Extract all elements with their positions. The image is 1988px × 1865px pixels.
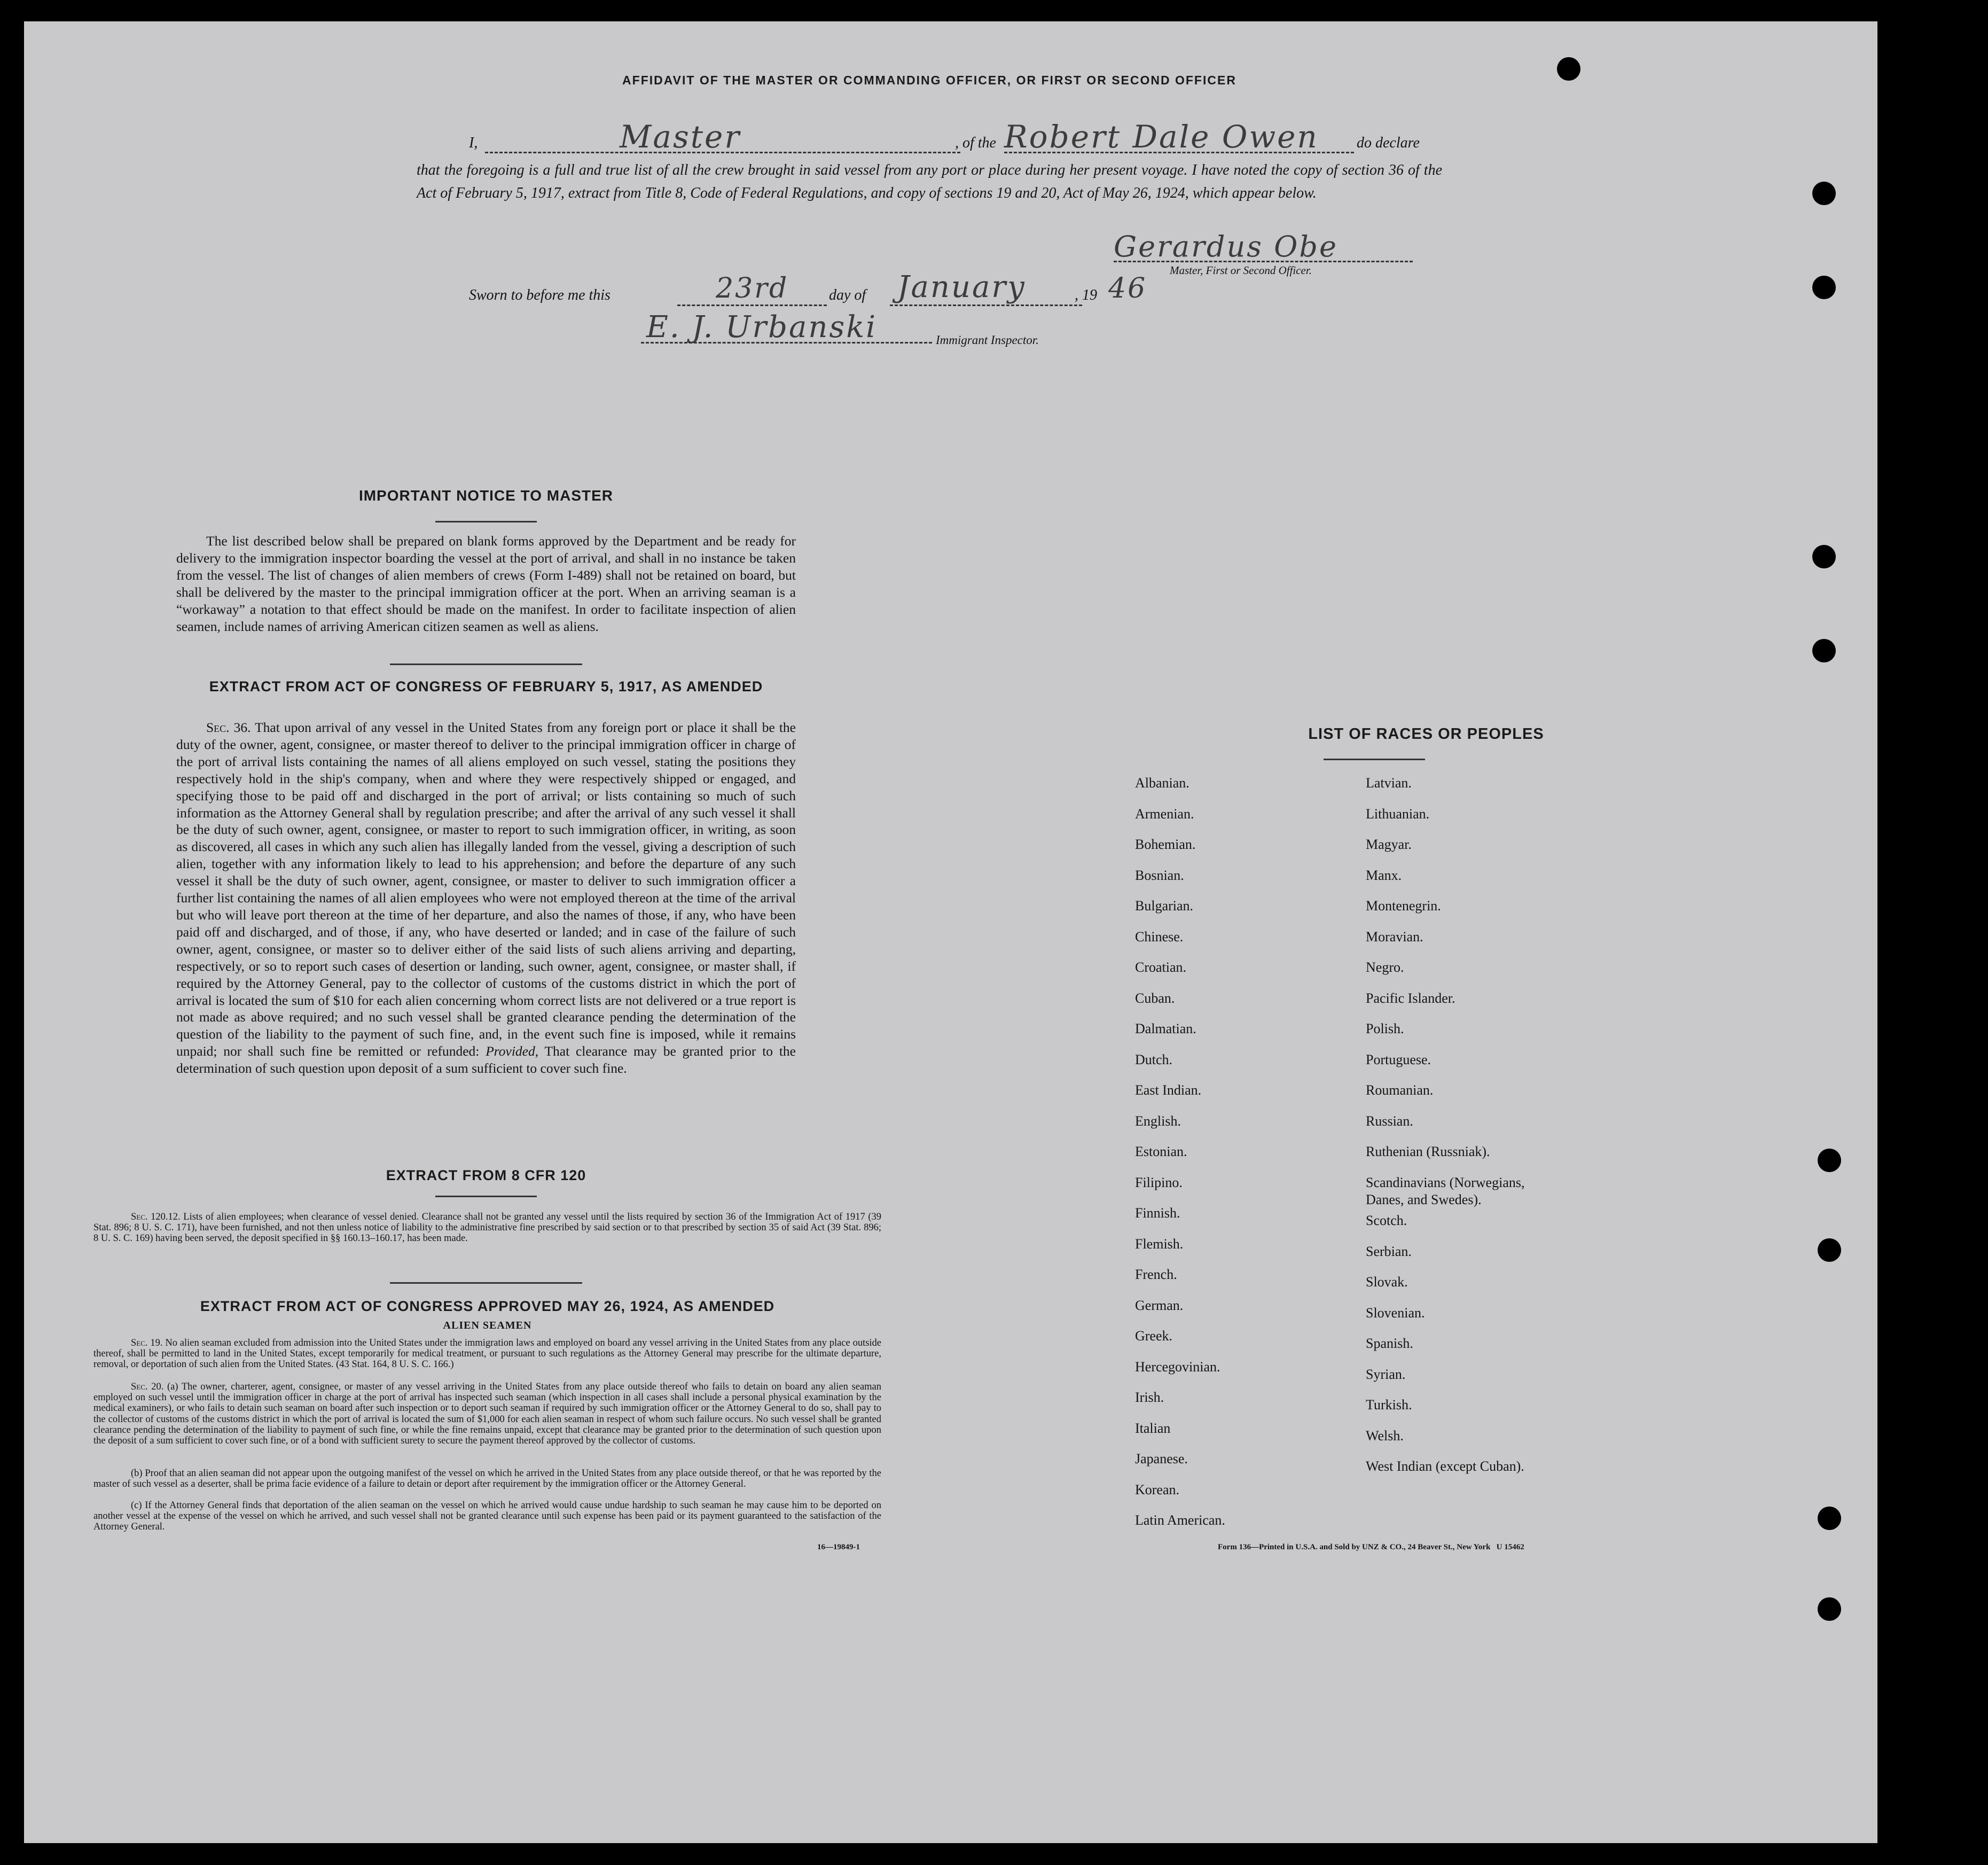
race-item: Flemish. xyxy=(1135,1236,1184,1252)
master-caption: Master, First or Second Officer. xyxy=(1170,264,1312,277)
punch-hole xyxy=(1818,1238,1841,1262)
sec-19-body: No alien seaman excluded from admission into the United States under the immigration laws and employed on board any vessel arriving in the United States from any place outside thereof, shall be permitted to land in the United States, except temporarily for medical treatment, or pursuant to such regulations as the Attorney General may prescribe for the ultimate departure, removal, or deportation of such alien from the United States. (43 Stat. 164, 8 U. S. C. 166.) xyxy=(93,1338,882,1370)
month-handwritten: January xyxy=(897,270,1026,305)
affidavit-do-declare: do declare xyxy=(1357,135,1420,151)
race-item: Negro. xyxy=(1366,959,1404,975)
race-item: Dutch. xyxy=(1135,1051,1173,1067)
punch-hole xyxy=(1818,1507,1841,1530)
sec-20c-text: (c) If the Attorney General finds that deportation of the alien seaman on the vessel on which he arrived would cause undue hardship to such seaman he may cause him to be deported on another vessel at the expense of the vessel on which he arrived, and such vessel shall not be granted clearance until such expense has been paid or its payment guaranteed to the satisfaction of the Attorney General. xyxy=(93,1500,881,1533)
race-item: Estonian. xyxy=(1135,1144,1187,1159)
race-item: Polish. xyxy=(1366,1021,1404,1036)
notice-text: The list described below shall be prepared on blank forms approved by the Department and be ready for delivery to the immigration inspector boarding the vessel at the port of arrival, and shall in no instance be taken from the vessel. The list of changes of alien members of crews (Form I-489) shall not be retained on board, but shall be delivered by the master to the principal immigration officer at the port. When an arriving seaman is a “workaway” a notation to that effect should be made on the manifest. In order to facilitate inspection of alien seamen, include names of arriving American citizen seamen as well as aliens. xyxy=(176,533,796,634)
race-item: Dalmatian. xyxy=(1135,1021,1196,1036)
race-item: Bulgarian. xyxy=(1135,898,1194,914)
notice-end-rule xyxy=(390,664,582,665)
race-item: Serbian. xyxy=(1366,1243,1412,1259)
print-code: 16—19849-1 xyxy=(817,1543,860,1551)
notice-heading: IMPORTANT NOTICE TO MASTER xyxy=(358,487,614,504)
race-item: Welsh. xyxy=(1366,1427,1404,1443)
race-item: English. xyxy=(1135,1113,1181,1129)
punch-hole xyxy=(1818,1149,1841,1172)
race-item: Finnish. xyxy=(1135,1205,1180,1221)
race-item: Cuban. xyxy=(1135,990,1175,1006)
extract-1917-text xyxy=(176,719,796,1077)
year-prefix: , 19 xyxy=(1075,287,1097,303)
affidavit-of-the: , of the xyxy=(955,135,996,151)
master-signature-line xyxy=(1114,261,1413,262)
race-item: Turkish. xyxy=(1366,1397,1412,1413)
affidavit-i-prefix: I, xyxy=(469,135,478,151)
sec-20b-text: (b) Proof that an alien seaman did not appear upon the outgoing manifest of the vessel on which he arrived in the United States from any place outside thereof, or that he was reported by the master of such vessel as a deserter, shall be prima facie evidence of a failure to detain or deport after requirement by the immigration officer or the Attorney General. xyxy=(93,1468,881,1490)
race-item: Manx. xyxy=(1366,867,1402,883)
race-item: Croatian. xyxy=(1135,959,1187,975)
extract-8cfr-text xyxy=(93,1212,881,1244)
race-item: Slovak. xyxy=(1366,1274,1408,1290)
sec-36-label: Sec. 36. xyxy=(206,720,251,735)
race-item: Chinese. xyxy=(1135,928,1184,945)
sec-20a-text xyxy=(93,1382,881,1446)
race-item: Scandinavians (Norwegians, Danes, and Swedes). xyxy=(1366,1174,1525,1207)
extract-8cfr-rule xyxy=(435,1196,537,1197)
notice-heading-rule xyxy=(435,521,537,522)
race-item: Pacific Islander. xyxy=(1366,990,1455,1006)
race-item: Filipino. xyxy=(1135,1174,1183,1190)
punch-hole xyxy=(1557,57,1580,81)
race-item: Slovenian. xyxy=(1366,1305,1425,1321)
race-item: Irish. xyxy=(1135,1390,1164,1405)
day-blank-line xyxy=(677,305,827,306)
inspector-caption: Immigrant Inspector. xyxy=(936,333,1039,347)
month-blank-line xyxy=(890,305,1082,306)
race-item: Portuguese. xyxy=(1366,1051,1431,1067)
race-item: French. xyxy=(1135,1267,1177,1282)
races-heading: LIST OF RACES OR PEOPLES xyxy=(1308,725,1544,743)
race-item: Lithuanian. xyxy=(1366,806,1430,822)
inspector-signature-line xyxy=(641,342,932,344)
sec-36-body: That upon arrival of any vessel in the United States from any foreign port or place it shall be the duty of the owner, agent, consignee, or master thereof to deliver to the principal immigration officer in charge of the port of arrival lists containing the names of all aliens employed on such vessel, stating the positions they respectively hold in the ship's company, when and where they were respectively shipped or engaged, and specifying those to be paid off and discharged in the port of arrival; or lists containing so much of such information as the Attorney General shall by regulation prescribe; and after the arrival of any such vessel it shall be the duty of such owner, agent, consignee, or master to report to such immigration officer, in writing, as soon as discovered, all cases in which any such alien has illegally landed from the vessel, giving a description of such alien, together with any information likely to lead to his apprehension; and before the departure of any such vessel it shall be the duty of such owner, agent, consignee, or master to deliver to such immigration officer a further list containing the names of all alien employees who were not employed thereon at the time of the arrival but who will leave port thereon at the time of her departure, and also the names of those, if any, who have been paid off and discharged, and of those, if any, who have deserted or landed; and in case of the failure of such owner, agent, consignee, or master so to deliver either of the said lists of such aliens arriving and departing, respectively, or so to report such cases of desertion or landing, such owner, agent, consignee, or master shall, if required by the Attorney General, pay to the collector of customs of the customs district in which the port of arrival is located the sum of $10 for each alien concerning whom correct lists are not delivered or a true report is not made as above required; and no such vessel shall be granted clearance pending the determination of the question of the liability to the payment of such fine, and, in the event such fine is imposed, while it remains unpaid; nor shall such fine be remitted or refunded: xyxy=(176,720,796,1059)
punch-hole xyxy=(1812,276,1836,299)
punch-hole xyxy=(1812,182,1836,205)
race-item: Hercegovinian. xyxy=(1135,1359,1220,1375)
race-item: Syrian. xyxy=(1366,1366,1406,1382)
race-item: Spanish. xyxy=(1366,1336,1413,1351)
rank-handwritten: Master xyxy=(620,119,741,155)
extract-1917-heading: EXTRACT FROM ACT OF CONGRESS OF FEBRUARY 5, 1917, AS AMENDED xyxy=(209,678,763,695)
inspector-signature: E. J. Urbanski xyxy=(646,310,878,345)
extract-8cfr-end-rule xyxy=(390,1282,582,1284)
race-item: Italian xyxy=(1135,1420,1171,1436)
sec-120-body: Lists of alien employees; when clearance of vessel denied. Clearance shall not be granted any vessel until the lists required by section 36 of the Immigration Act of 1917 (39 Stat. 896; 8 U. S. C. 171), have been furnished, and not then unless notice of liability to the administrative fine prescribed by said section or to that prescribed by section 35 of said Act (39 Stat. 896; 8 U. S. C. 169) having been served, the deposit specified in §§ 160.13–160.17, has been made. xyxy=(93,1212,882,1244)
punch-hole xyxy=(1818,1597,1841,1621)
year-handwritten: 46 xyxy=(1108,272,1147,305)
form-footer: Form 136—Printed in U.S.A. and Sold by UNZ & CO., 24 Beaver St., New York U 15462 xyxy=(1218,1543,1524,1551)
extract-8cfr-heading: EXTRACT FROM 8 CFR 120 xyxy=(386,1167,586,1183)
race-item: Moravian. xyxy=(1366,928,1423,945)
extract-1924-heading: EXTRACT FROM ACT OF CONGRESS APPROVED MAY 26, 1924, AS AMENDED xyxy=(200,1298,775,1314)
race-item: Latvian. xyxy=(1366,775,1412,791)
race-item: Russian. xyxy=(1366,1113,1413,1129)
sec-19-label: Sec. 19. xyxy=(131,1338,163,1348)
master-signature: Gerardus Obe xyxy=(1114,230,1338,263)
race-item: Japanese. xyxy=(1135,1451,1188,1466)
day-handwritten: 23rd xyxy=(716,272,789,305)
sec-19-text xyxy=(93,1338,881,1370)
race-item: Scotch. xyxy=(1366,1213,1407,1228)
race-item: Bohemian. xyxy=(1135,837,1196,852)
race-item: Roumanian. xyxy=(1366,1082,1434,1098)
punch-hole xyxy=(1812,545,1836,568)
race-item: Korean. xyxy=(1135,1481,1180,1497)
race-item: Armenian. xyxy=(1135,806,1194,822)
races-heading-rule xyxy=(1324,759,1425,760)
sworn-prefix: Sworn to before me this xyxy=(469,287,611,303)
vessel-name-handwritten: Robert Dale Owen xyxy=(1004,119,1319,155)
race-item: Montenegrin. xyxy=(1366,898,1441,914)
race-item: East Indian. xyxy=(1135,1082,1202,1098)
punch-hole xyxy=(1812,639,1836,662)
race-item: Latin American. xyxy=(1135,1512,1225,1528)
provided-label: Provided, xyxy=(486,1043,539,1059)
sec-20-label: Sec. 20. xyxy=(131,1382,164,1392)
race-item: Greek. xyxy=(1135,1328,1173,1344)
race-item: German. xyxy=(1135,1297,1184,1313)
race-item: Magyar. xyxy=(1366,837,1412,852)
alien-seamen-subheading: ALIEN SEAMEN xyxy=(443,1320,532,1331)
affidavit-heading: AFFIDAVIT OF THE MASTER OR COMMANDING OFFICER, OR FIRST OR SECOND OFFICER xyxy=(622,73,1236,87)
affidavit-declaration: that the foregoing is a full and true list of all the crew brought in said vessel from any port or place during her present voyage. I have noted the copy of section 36 of the Act of February 5, 1917, extract from Title 8, Code of Federal Regulations, and copy of sections 19 and 20, Act of May 26, 1924, which appear below. xyxy=(417,162,1442,201)
day-of-label: day of xyxy=(829,287,866,303)
sec-120-label: Sec. 120.12. xyxy=(131,1212,181,1222)
race-item: Albanian. xyxy=(1135,775,1189,791)
race-item: Ruthenian (Russniak). xyxy=(1366,1144,1490,1159)
provided-body: That clearance may be granted prior to the determination of such question upon deposit of a sum sufficient to cover such fine. xyxy=(176,1043,796,1076)
race-item: Bosnian. xyxy=(1135,867,1184,883)
sec-20a-body: (a) The owner, charterer, agent, consignee, or master of any vessel arriving in the United States from any place outside thereof who fails to detain on board any alien seaman employed on such vessel until the immigration officer in charge at the port of arrival has inspected such seaman (which inspection in all cases shall include a personal physical examination by the medical examiners), or who fails to detain such seaman on board after such inspection or to deport such seaman if required by such immigration officer or the Attorney General to do so, shall pay to the collector of customs of the customs district in which the port of arrival is located the sum of $1,000 for each alien seaman in respect of whom such failure occurs. No such vessel shall be granted clearance pending the determination of the liability to payment of such fine, or while the fine remains unpaid, except that clearance may be granted prior to the determination of such question upon the deposit of a sum sufficient to cover such fine, or of a bond with sufficient surety to secure the payment thereof approved by the collector of customs. xyxy=(93,1382,882,1447)
race-item: West Indian (except Cuban). xyxy=(1366,1458,1524,1474)
